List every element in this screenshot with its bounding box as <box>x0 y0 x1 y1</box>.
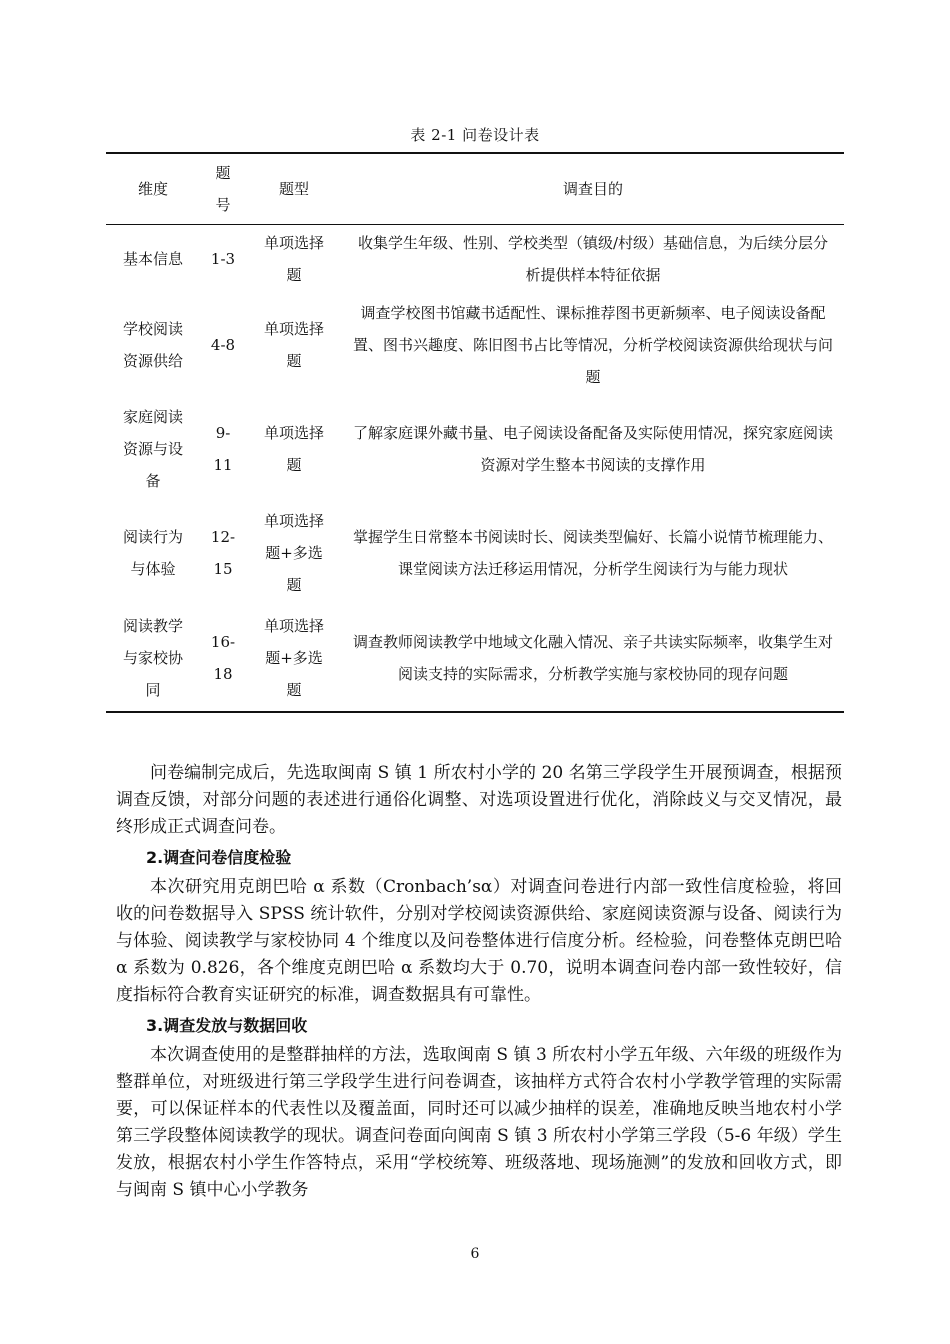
cell-purpose: 掌握学生日常整本书阅读时长、阅读类型偏好、长篇小说情节梳理能力、课堂阅读方法迁移运用情况，分析学生阅读行为与能力现状 <box>352 528 833 578</box>
section-heading-distribution: 3.调查发放与数据回收 <box>146 1016 308 1035</box>
cell-type: 单项选择题 <box>263 234 324 284</box>
header-number: 题号 <box>215 164 231 214</box>
cell-type: 单项选择题+多选题 <box>263 512 324 594</box>
cell-dimension: 学校阅读资源供给 <box>122 320 183 370</box>
page-number: 6 <box>470 1246 480 1262</box>
table-header-row <box>106 153 844 225</box>
table-row <box>106 605 844 712</box>
body-text <box>116 760 842 1204</box>
cell-dimension: 基本信息 <box>122 250 183 268</box>
paragraph-reliability: 本次研究用克朗巴哈 α 系数（Cronbach’sα）对调查问卷进行内部一致性信度检验，将回收的问卷数据导入 SPSS 统计软件，分别对学校阅读资源供给、家庭阅读资源与设备、阅读行为与体验、阅读教学与家校协同 4 个维度以及问卷整体进行信度分析。经检验，问卷整体克朗巴哈 α 系数为 0.826，各个维度克朗巴哈 α 系数均大于 0.70，说明本调查问卷内部一致性较好，信度指标符合教育实证研究的标准，调查数据具有可靠性。 <box>116 877 842 1005</box>
table-row <box>106 501 844 605</box>
cell-purpose: 调查学校图书馆藏书适配性、课标推荐图书更新频率、电子阅读设备配置、图书兴趣度、陈旧图书占比等情况，分析学校阅读资源供给现状与问题 <box>352 304 833 386</box>
cell-number: 12-15 <box>210 528 236 578</box>
table-caption: 表 2-1 问卷设计表 <box>410 126 540 144</box>
cell-number: 4-8 <box>210 336 236 354</box>
cell-number: 16-18 <box>210 633 236 683</box>
table-row <box>106 293 844 397</box>
cell-type: 单项选择题+多选题 <box>263 617 324 699</box>
cell-number: 1-3 <box>210 250 236 268</box>
header-dimension: 维度 <box>137 180 168 198</box>
cell-purpose: 调查教师阅读教学中地域文化融入情况、亲子共读实际频率，收集学生对阅读支持的实际需求，分析教学实施与家校协同的现存问题 <box>352 633 833 683</box>
cell-number: 9-11 <box>213 424 233 474</box>
paragraph-pretest: 问卷编制完成后，先选取闽南 S 镇 1 所农村小学的 20 名第三学段学生开展预调查，根据预调查反馈，对部分问题的表述进行通俗化调整、对选项设置进行优化，消除歧义与交叉情况，最终形成正式调查问卷。 <box>116 763 842 837</box>
cell-dimension: 阅读行为与体验 <box>122 528 183 578</box>
header-type: 题型 <box>278 180 309 198</box>
questionnaire-design-table <box>106 152 844 713</box>
cell-dimension: 阅读教学与家校协同 <box>122 617 183 699</box>
cell-purpose: 收集学生年级、性别、学校类型（镇级/村级）基础信息，为后续分层分析提供样本特征依据 <box>357 234 829 284</box>
cell-purpose: 了解家庭课外藏书量、电子阅读设备配备及实际使用情况，探究家庭阅读资源对学生整本书阅读的支撑作用 <box>352 424 833 474</box>
cell-type: 单项选择题 <box>263 424 324 474</box>
table-row <box>106 225 844 294</box>
table-row <box>106 397 844 501</box>
header-purpose: 调查目的 <box>562 180 623 198</box>
cell-type: 单项选择题 <box>263 320 324 370</box>
cell-dimension: 家庭阅读资源与设备 <box>122 408 183 490</box>
paragraph-distribution: 本次调查使用的是整群抽样的方法，选取闽南 S 镇 3 所农村小学五年级、六年级的班级作为整群单位，对班级进行第三学段学生进行问卷调查，该抽样方式符合农村小学教学管理的实际需要，可以保证样本的代表性以及覆盖面，同时还可以减少抽样的误差，准确地反映当地农村小学第三学段整体阅读教学的现状。调查问卷面向闽南 S 镇 3 所农村小学第三学段（5-6 年级）学生发放，根据农村小学生作答特点，采用“学校统筹、班级落地、现场施测”的发放和回收方式，即与闽南 S 镇中心小学教务 <box>116 1045 842 1200</box>
section-heading-reliability: 2.调查问卷信度检验 <box>146 848 292 867</box>
